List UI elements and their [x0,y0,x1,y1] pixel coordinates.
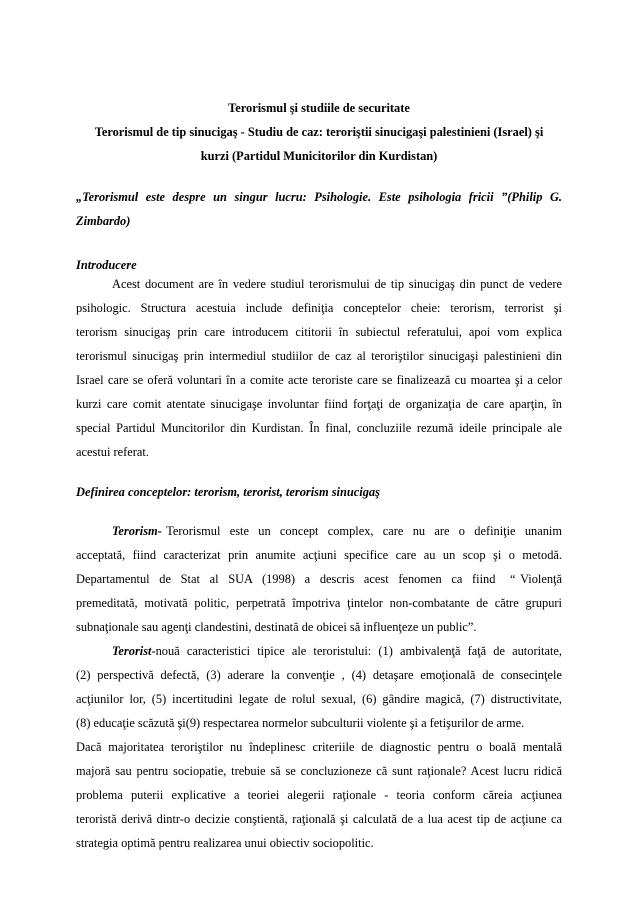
intro-paragraph-line: terorism sinucigaş prin care introducem cititorii în subiectul referatului, apoi vom explica [76,325,562,339]
definitions-heading: Definirea conceptelor: terorism, terorist, terorism sinucigaş [76,485,380,499]
terrorism-paragraph-line: Departamentul de Stat al SUA (1998) a descris acest fenomen ca fiind “ Violenţă [76,572,562,586]
terrorist-paragraph-line: acţiunilor lor, (5) incertitudini legate de rolul sexual, (6) gândire magică, (7) distructivitate, [76,692,562,706]
terrorist-paragraph-line: strategia optimă pentru realizarea unui obiectiv sociopolitic. [76,836,374,850]
terrorism-term: Terorism- [112,524,162,538]
terrorism-paragraph-line: subnaţionale sau agenţi clandestini, destinată de obicei să influenţeze un public”. [76,620,477,634]
intro-heading: Introducere [76,258,137,272]
intro-paragraph-line: psihologic. Structura acestuia include definiţia conceptelor cheie: terorism, terrorist şi [76,301,562,315]
intro-paragraph-line: special Partidul Muncitorilor din Kurdistan. În final, concluziile rezumă ideile principale ale [76,421,562,435]
terrorist-paragraph-line: problema puterii explicative a teoriei alegerii raţionale - teoria conform căreia acţiunea [76,788,562,802]
terrorist-paragraph-line: (8) educaţie scăzută şi(9) respectarea normelor subculturii violente şi a fetişurilor de arme. [76,716,525,730]
intro-paragraph-line: acestui referat. [76,445,149,459]
terrorist-paragraph-line: Dacă majoritatea teroriştilor nu îndeplinesc criteriile de diagnostic pentru o boală mentală [76,740,562,754]
intro-paragraph-line: terorismul sinucigaş prin intermediul studiilor de caz al teroriştilor sinucigaşi palestinieni din [76,349,562,363]
terrorism-paragraph-line: premeditată, motivată politic, perpetrată împotriva ţintelor non-combatante de către grupuri [76,596,562,610]
terrorist-paragraph-line: teroristă derivă dintr-o decizie conştientă, raţională şi calculată de a lua acest tip de acţiune ca [76,812,562,826]
document-subtitle-line-1: Terorismul de tip sinucigaş - Studiu de caz: teroriştii sinucigaşi palestinieni (Israel) şi [94,125,544,139]
terrorism-definition-text: Terorismul este un concept complex, care nu are o definiţie unanim [161,524,562,538]
terrorist-paragraph-first-line [112,643,562,659]
terrorist-definition-text: -nouă caracteristici tipice ale teroristului: (1) ambivalenţă faţă de autoritate, [151,644,562,658]
terrorism-paragraph-first-line [112,523,562,539]
epigraph-quote-line-1: „Terorismul este despre un singur lucru: Psihologie. Este psihologia fricii ”(Philip G. [76,190,562,204]
document-title: Terorismul şi studiile de securitate [228,101,410,115]
terrorist-paragraph-line: (2) perspectivă defectă, (3) aderare la convenţie , (4) detaşare emoţională de consecinţele [76,668,562,682]
terrorist-term: Terorist [112,644,152,658]
intro-paragraph-line: Acest document are în vedere studiul terorismului de tip sinucigaş din punct de vedere [112,277,562,291]
terrorist-paragraph-line: majoră sau pentru sociopatie, trebuie să se concluzioneze că sunt raţionale? Acest lucru ridică [76,764,562,778]
intro-paragraph-line: Israel care se oferă voluntari în a comite acte teroriste care se finalizează cu moartea şi a celor [76,373,562,387]
epigraph-quote-line-2: Zimbardo) [76,214,131,228]
terrorism-paragraph-line: acceptată, fiind caracterizat prin anumite acţiuni specifice care au un scop şi o metodă. [76,548,562,562]
document-subtitle-line-2: kurzi (Partidul Municitorilor din Kurdistan) [200,149,438,163]
intro-paragraph-line: kurzi care comit atentate sinucigaşe involuntar fiind forţaţi de organizaţia de care aparţin, în [76,397,562,411]
